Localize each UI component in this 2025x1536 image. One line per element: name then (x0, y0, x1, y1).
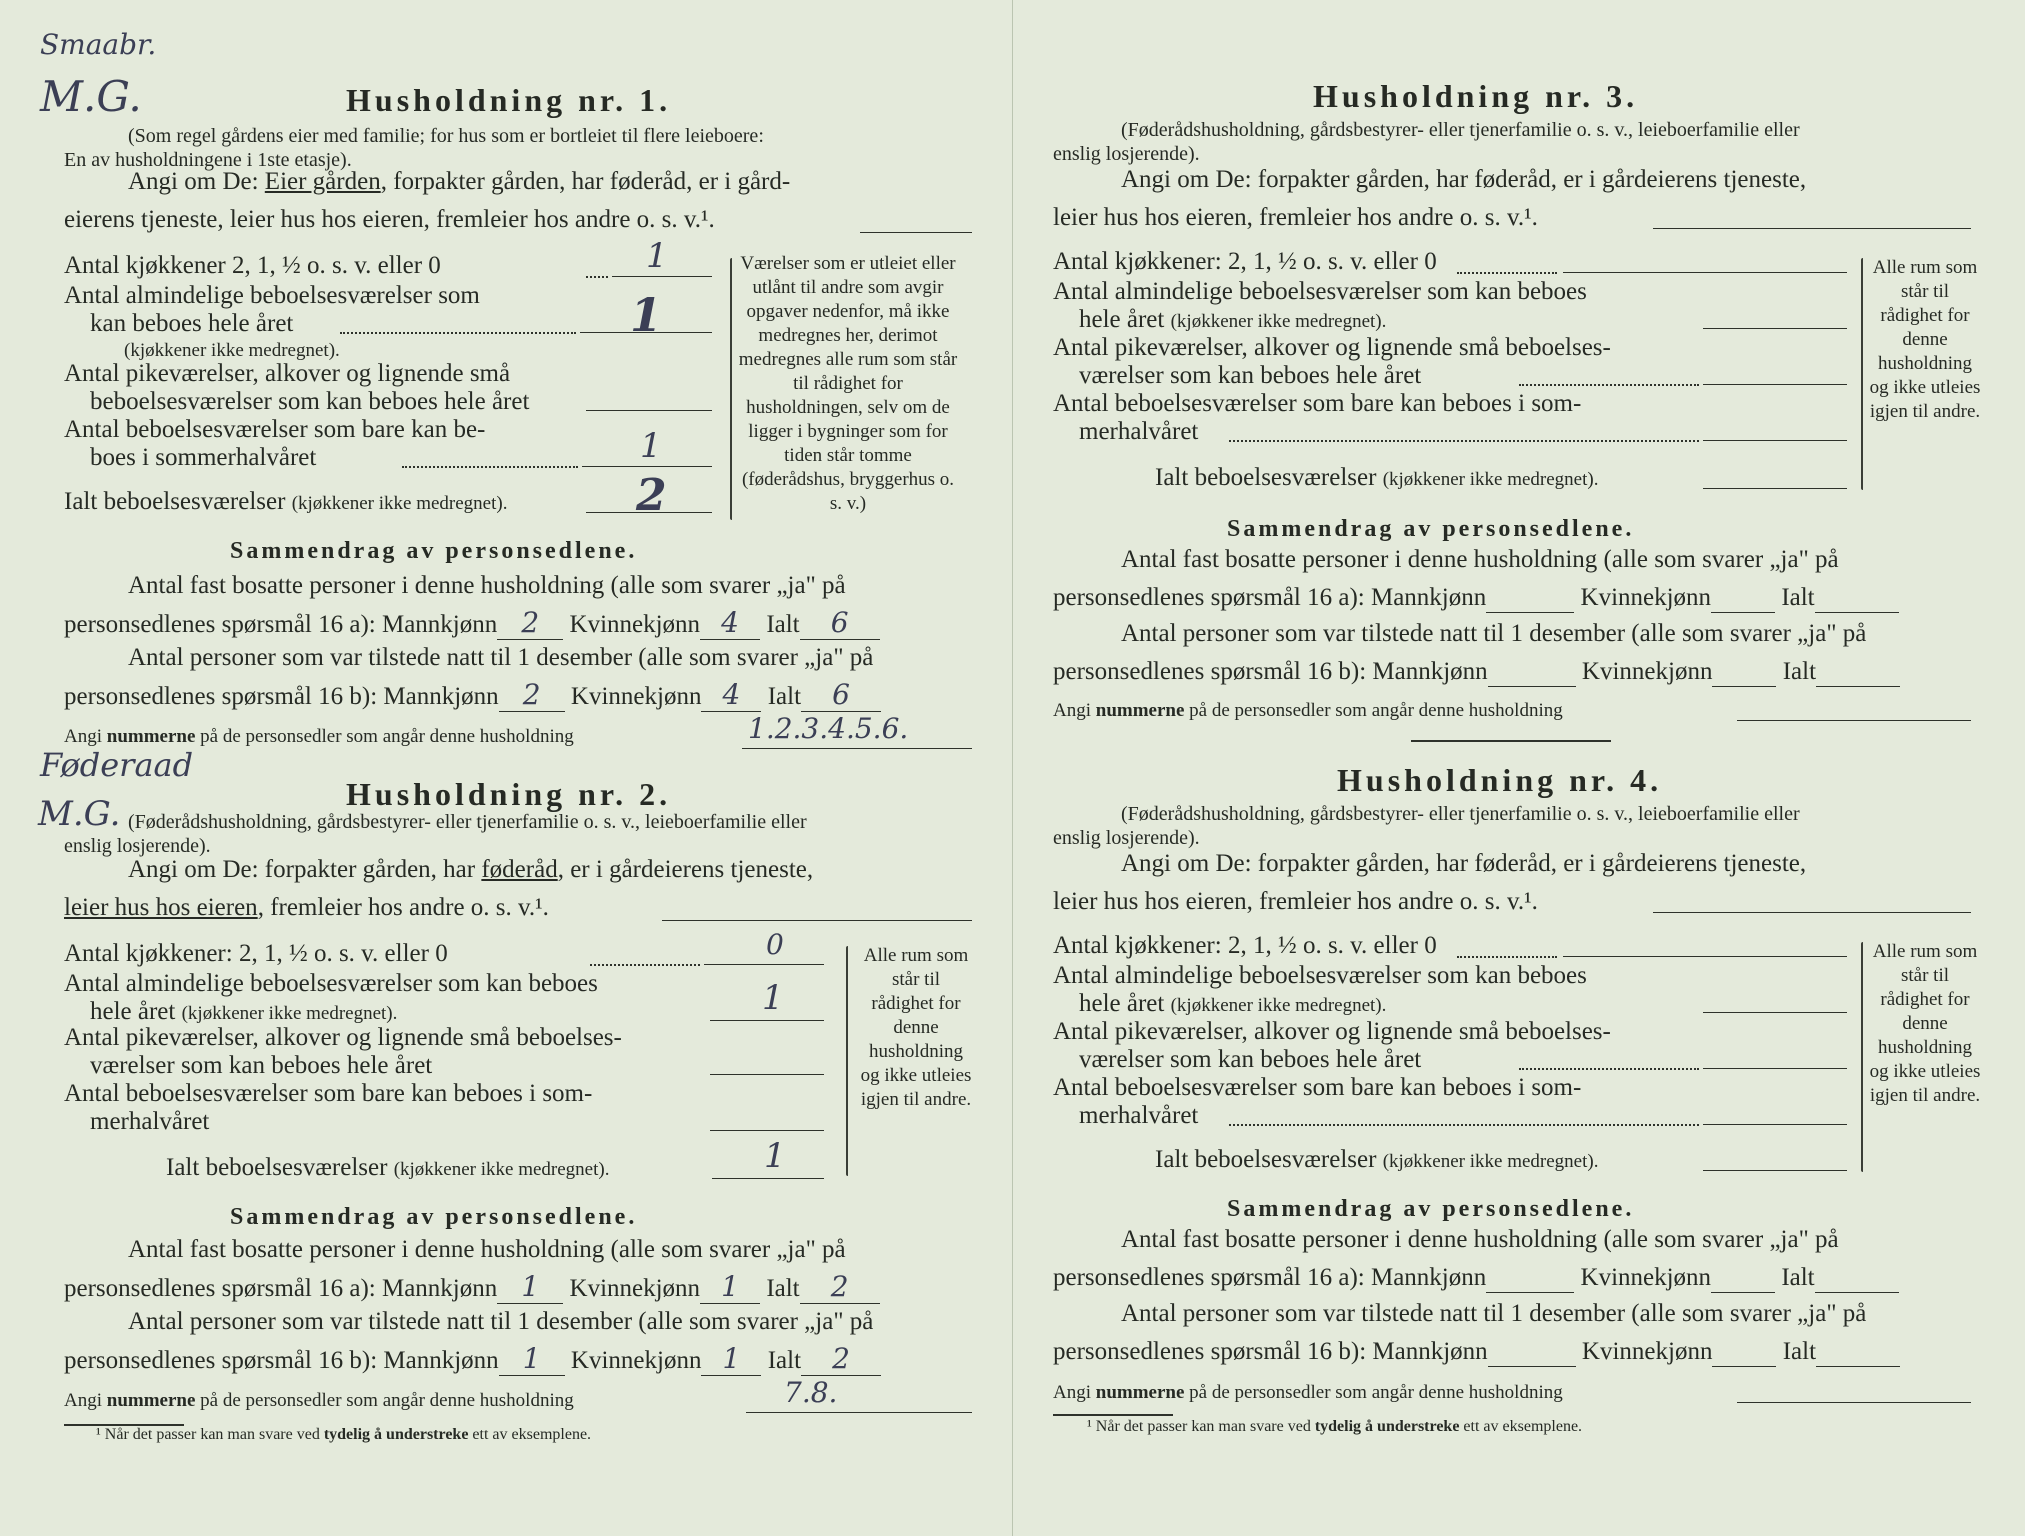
household-2-title: Husholdning nr. 2. (346, 776, 672, 812)
household-4-small-rooms-label: Antal pikeværelser, alkover og lignende små beboelses- (1053, 1018, 1611, 1045)
rooms-note: (kjøkkener ikke medregnet). (181, 1003, 398, 1024)
household-3-present-row (1053, 658, 1900, 687)
household-1-rooms-note: (kjøkkener ikke medregnet). (124, 340, 340, 361)
household-2-resident-female: 1 (700, 1270, 760, 1304)
numbers-label: Angi (1053, 1382, 1096, 1403)
numbers-label-rest: på de personsedler som angår denne husholdning (1184, 700, 1563, 721)
household-2-summer-label: Antal beboelsesværelser som bare kan beboes i som- (64, 1080, 593, 1107)
household-3-angi-line-1: Angi om De: forpakter gården, har føderåd, er i gårdeierens tjeneste, (1121, 166, 1807, 193)
numbers-label-bold: nummerne (106, 726, 196, 747)
household-4-small-rooms-label-2: værelser som kan beboes hele året (1079, 1046, 1422, 1073)
leader-dots (1519, 1068, 1699, 1070)
household-2-rooms-label-2 (90, 998, 397, 1026)
household-4-title: Husholdning nr. 4. (1337, 762, 1663, 798)
household-4-present-row (1053, 1338, 1900, 1367)
household-2-present-row (64, 1342, 881, 1376)
household-3-numbers-row (1053, 700, 1563, 722)
household-3-summary-title: Sammendrag av personsedlene. (1227, 516, 1635, 542)
footnote-text-rest: ett av eksemplene. (1459, 1418, 1583, 1435)
total-label: Ialt (1781, 584, 1815, 611)
household-1-present-female: 4 (701, 678, 761, 712)
household-1-resident-total: 6 (800, 606, 880, 640)
leader-dots (1519, 384, 1699, 386)
household-2-present-male: 1 (499, 1342, 565, 1376)
male-label: personsedlenes spørsmål 16 b): Mannkjønn (1053, 1338, 1488, 1365)
answer-line (1703, 440, 1847, 441)
brace (1861, 258, 1863, 490)
margin-note-mg: M.G. (40, 72, 142, 121)
total-label: Ialt beboelsesværelser (1155, 1146, 1377, 1173)
household-2-note-2: enslig losjerende). (64, 835, 211, 857)
total-label: Ialt beboelsesværelser (64, 488, 286, 515)
household-4-rooms-label: Antal almindelige beboelsesværelser som kan beboes (1053, 962, 1587, 989)
household-3-small-rooms-label-2: værelser som kan beboes hele året (1079, 362, 1422, 389)
household-3-summer-label-2: merhalvåret (1079, 418, 1199, 445)
angi-underlined-answer: føderåd (481, 856, 558, 883)
brace (846, 946, 848, 1176)
household-1-side-note: Værelser som er utleiet eller utlånt til andre som avgir opgaver nedenfor, må ikke medregnes her, derimot medregnes alle rum som står til rådighet for husholdningen, selv om de ligger i bygninger som for tiden står tomme (føderådshus, bryggerhus o. s. v.) (738, 253, 958, 514)
household-3-rooms-label: Antal almindelige beboelsesværelser som kan beboes (1053, 278, 1587, 305)
household-1-small-rooms-label-2: beboelsesværelser som kan beboes hele året (90, 388, 530, 415)
household-4-numbers-row (1053, 1382, 1563, 1404)
total-note: (kjøkkener ikke medregnet). (1382, 469, 1599, 490)
female-label: Kvinnekjønn (569, 611, 701, 638)
male-label: personsedlenes spørsmål 16 b): Mannkjønn (64, 683, 499, 710)
household-2-present-total: 2 (801, 1342, 881, 1376)
leader-dots (590, 964, 700, 966)
household-2-present-question: Antal personer som var tilstede natt til 1 desember (alle som svarer „ja" på (128, 1308, 874, 1335)
female-label: Kvinnekjønn (1580, 1264, 1712, 1291)
household-4-resident-total (1815, 1264, 1899, 1293)
household-2-summer-label-2: merhalvåret (90, 1108, 210, 1135)
household-3-rooms-label-2 (1079, 306, 1386, 334)
total-note: (kjøkkener ikke medregnet). (393, 1159, 610, 1180)
total-label: Ialt (767, 1347, 802, 1374)
numbers-label-rest: på de personsedler som angår denne husholdning (1184, 1382, 1563, 1403)
household-1-angi-line-2: eierens tjeneste, leier hus hos eieren, fremleier hos andre o. s. v.¹. (64, 206, 715, 233)
household-2-rooms-label: Antal almindelige beboelsesværelser som kan beboes (64, 970, 598, 997)
household-3-angi-line-2: leier hus hos eieren, fremleier hos andre o. s. v.¹. (1053, 204, 1538, 231)
household-4-angi-line-1: Angi om De: forpakter gården, har føderåd, er i gårdeierens tjeneste, (1121, 850, 1807, 877)
total-label: Ialt beboelsesværelser (166, 1154, 388, 1181)
answer-line (746, 1412, 972, 1413)
leader-dots (1229, 1124, 1699, 1126)
household-1-note: (Som regel gårdens eier med familie; for hus som er bortleiet til flere leieboere: (128, 125, 764, 147)
rooms-label: hele året (90, 998, 176, 1025)
household-1-rooms-label-2: kan beboes hele året (90, 310, 294, 337)
answer-line (1703, 1124, 1847, 1125)
household-1-note-2: En av husholdningene i 1ste etasje). (64, 149, 352, 171)
footnote-rule (1053, 1414, 1173, 1416)
household-2-kitchens-value: 0 (766, 928, 784, 961)
household-1-summer-label: Antal beboelsesværelser som bare kan be- (64, 416, 486, 443)
footnote-text: ¹ Når det passer kan man svare ved (1087, 1418, 1315, 1435)
household-2-small-rooms-label-2: værelser som kan beboes hele året (90, 1052, 433, 1079)
household-1-rooms-value: 1 (630, 288, 663, 342)
section-divider (1411, 740, 1611, 742)
household-1-kitchens-value: 1 (646, 236, 668, 276)
rooms-label: hele året (1079, 990, 1165, 1017)
household-4-rooms-label-2 (1079, 990, 1386, 1018)
household-3-resident-male (1486, 584, 1574, 613)
answer-line (662, 920, 972, 921)
household-4-present-male (1488, 1338, 1576, 1367)
household-4-present-female (1712, 1338, 1776, 1367)
answer-line (1703, 1012, 1847, 1013)
angi-label: Angi om De: (128, 168, 265, 195)
total-label: Ialt (766, 1275, 800, 1302)
rooms-label: hele året (1079, 306, 1165, 333)
household-1-present-row (64, 678, 881, 712)
household-3-resident-female (1711, 584, 1775, 613)
angi-underlined-answer: leier hus hos eieren (64, 894, 258, 921)
female-label: Kvinnekjønn (570, 1347, 702, 1374)
household-3-present-male (1488, 658, 1576, 687)
household-4-present-total (1816, 1338, 1900, 1367)
household-4-note: (Føderådshusholdning, gårdsbestyrer- eller tjenerfamilie o. s. v., leieboerfamilie eller (1121, 803, 1800, 825)
household-2-kitchens-label: Antal kjøkkener: 2, 1, ½ o. s. v. eller 0 (64, 940, 448, 967)
household-3-resident-row (1053, 584, 1899, 613)
household-2-total-value: 1 (764, 1136, 786, 1176)
household-1-summer-value: 1 (640, 426, 662, 466)
answer-line (1653, 228, 1971, 229)
household-2-resident-total: 2 (800, 1270, 880, 1304)
footnote-text: ¹ Når det passer kan man svare ved (96, 1426, 324, 1443)
household-1-rooms-label: Antal almindelige beboelsesværelser som (64, 282, 480, 309)
household-1-numbers-value: 1.2.3.4.5.6. (748, 712, 909, 745)
total-label: Ialt (1781, 1264, 1815, 1291)
household-1-resident-question: Antal fast bosatte personer i denne husholdning (alle som svarer „ja" på (128, 572, 846, 599)
household-3-summer-label: Antal beboelsesværelser som bare kan beboes i som- (1053, 390, 1582, 417)
household-4-angi-line-2: leier hus hos eieren, fremleier hos andre o. s. v.¹. (1053, 888, 1538, 915)
male-label: personsedlenes spørsmål 16 a): Mannkjønn (64, 1275, 498, 1302)
numbers-label-bold: nummerne (1095, 700, 1185, 721)
numbers-label-rest: på de personsedler som angår denne husholdning (195, 726, 574, 747)
rooms-note: (kjøkkener ikke medregnet). (1170, 995, 1387, 1016)
household-1-resident-female: 4 (700, 606, 760, 640)
leader-dots (1457, 956, 1557, 958)
numbers-label: Angi (1053, 700, 1096, 721)
household-2-angi-line-1 (128, 856, 813, 884)
male-label: personsedlenes spørsmål 16 a): Mannkjønn (1053, 584, 1487, 611)
total-label: Ialt (1782, 658, 1817, 685)
household-4-resident-female (1711, 1264, 1775, 1293)
household-3-present-question: Antal personer som var tilstede natt til 1 desember (alle som svarer „ja" på (1121, 620, 1867, 647)
answer-line (1703, 1170, 1847, 1171)
female-label: Kvinnekjønn (569, 1275, 701, 1302)
household-3-note-2: enslig losjerende). (1053, 143, 1200, 165)
male-label: personsedlenes spørsmål 16 b): Mannkjønn (1053, 658, 1488, 685)
numbers-label: Angi (64, 726, 107, 747)
total-label: Ialt beboelsesværelser (1155, 464, 1377, 491)
angi-options: , er i gårdeierens tjeneste, (557, 856, 814, 883)
answer-line (710, 1020, 824, 1021)
answer-line (1563, 956, 1847, 957)
household-1-title: Husholdning nr. 1. (346, 82, 672, 118)
answer-line (1703, 488, 1847, 489)
household-1-present-male: 2 (499, 678, 565, 712)
total-label: Ialt (1782, 1338, 1817, 1365)
household-3-side-note: Alle rum som står til rådighet for denne husholdning og ikke utleies igjen til andre. (1869, 257, 1981, 422)
footnote (96, 1426, 591, 1444)
answer-line (1737, 1402, 1971, 1403)
footnote-bold: tydelig å understreke (1314, 1418, 1460, 1435)
household-3-resident-total (1815, 584, 1899, 613)
total-note: (kjøkkener ikke medregnet). (291, 493, 508, 514)
numbers-label: Angi (64, 1390, 107, 1411)
household-2-total-label (166, 1154, 609, 1182)
household-1-total-value: 2 (636, 470, 667, 521)
female-label: Kvinnekjønn (1581, 658, 1713, 685)
household-1-total-label (64, 488, 507, 516)
left-page (0, 0, 1012, 1536)
answer-line (1703, 328, 1847, 329)
household-4-note-2: enslig losjerende). (1053, 827, 1200, 849)
rooms-note: (kjøkkener ikke medregnet). (1170, 311, 1387, 332)
answer-line (612, 276, 712, 277)
leader-dots (402, 466, 578, 468)
answer-line (1703, 1068, 1847, 1069)
brace (1861, 942, 1863, 1172)
household-1-present-total: 6 (801, 678, 881, 712)
leader-dots (586, 276, 608, 278)
household-3-present-total (1816, 658, 1900, 687)
household-2-resident-male: 1 (497, 1270, 563, 1304)
answer-line (1737, 720, 1971, 721)
total-note: (kjøkkener ikke medregnet). (1382, 1151, 1599, 1172)
answer-line (860, 232, 972, 233)
answer-line (1563, 272, 1847, 273)
household-2-note: (Føderådshusholdning, gårdsbestyrer- eller tjenerfamilie o. s. v., leieboerfamilie eller (128, 811, 807, 833)
answer-line (1703, 384, 1847, 385)
answer-line (1653, 912, 1971, 913)
answer-line (712, 1178, 824, 1179)
leader-dots (1457, 272, 1557, 274)
household-2-rooms-value: 1 (762, 978, 784, 1018)
answer-line (586, 410, 712, 411)
household-1-resident-male: 2 (497, 606, 563, 640)
footnote (1087, 1418, 1582, 1436)
household-2-resident-row (64, 1270, 880, 1304)
numbers-label-bold: nummerne (1095, 1382, 1185, 1403)
household-2-numbers-value: 7.8. (784, 1376, 838, 1409)
margin-note-foderaad: Føderaad (40, 746, 194, 784)
female-label: Kvinnekjønn (570, 683, 702, 710)
household-1-resident-row (64, 606, 880, 640)
angi-options: , forpakter gården, har føderåd, er i gård- (380, 168, 791, 195)
male-label: personsedlenes spørsmål 16 a): Mannkjønn (64, 611, 498, 638)
household-2-resident-question: Antal fast bosatte personer i denne husholdning (alle som svarer „ja" på (128, 1236, 846, 1263)
household-2-small-rooms-label: Antal pikeværelser, alkover og lignende små beboelses- (64, 1024, 622, 1051)
total-label: Ialt (766, 611, 800, 638)
household-3-small-rooms-label: Antal pikeværelser, alkover og lignende små beboelses- (1053, 334, 1611, 361)
household-3-present-female (1712, 658, 1776, 687)
household-1-present-question: Antal personer som var tilstede natt til 1 desember (alle som svarer „ja" på (128, 644, 874, 671)
total-label: Ialt (767, 683, 802, 710)
angi-options: , fremleier hos andre o. s. v.¹. (257, 894, 549, 921)
numbers-label-bold: nummerne (106, 1390, 196, 1411)
household-3-total-label (1155, 464, 1598, 492)
household-2-numbers-row (64, 1390, 574, 1412)
household-1-numbers-row (64, 726, 574, 748)
leader-dots (340, 332, 576, 334)
angi-label: Angi om De: forpakter gården, har (128, 856, 482, 883)
footnote-text-rest: ett av eksemplene. (468, 1426, 592, 1443)
household-1-summary-title: Sammendrag av personsedlene. (230, 538, 638, 564)
right-page (1013, 0, 2025, 1536)
footnote-bold: tydelig å understreke (323, 1426, 469, 1443)
household-3-note: (Føderådshusholdning, gårdsbestyrer- eller tjenerfamilie o. s. v., leieboerfamilie eller (1121, 119, 1800, 141)
household-4-resident-row (1053, 1264, 1899, 1293)
household-1-kitchens-label: Antal kjøkkener 2, 1, ½ o. s. v. eller 0 (64, 252, 441, 279)
household-1-angi-line-1 (128, 168, 790, 196)
household-1-summer-label-2: boes i sommerhalvåret (90, 444, 317, 471)
numbers-label-rest: på de personsedler som angår denne husholdning (195, 1390, 574, 1411)
brace (730, 258, 732, 520)
household-4-summary-title: Sammendrag av personsedlene. (1227, 1196, 1635, 1222)
household-3-title: Husholdning nr. 3. (1313, 78, 1639, 114)
household-4-present-question: Antal personer som var tilstede natt til 1 desember (alle som svarer „ja" på (1121, 1300, 1867, 1327)
household-4-kitchens-label: Antal kjøkkener: 2, 1, ½ o. s. v. eller 0 (1053, 932, 1437, 959)
household-4-summer-label-2: merhalvåret (1079, 1102, 1199, 1129)
margin-note-mg-2: M.G. (38, 794, 121, 834)
male-label: personsedlenes spørsmål 16 b): Mannkjønn (64, 1347, 499, 1374)
household-2-angi-line-2 (64, 894, 549, 922)
female-label: Kvinnekjønn (1581, 1338, 1713, 1365)
household-3-resident-question: Antal fast bosatte personer i denne husholdning (alle som svarer „ja" på (1121, 546, 1839, 573)
female-label: Kvinnekjønn (1580, 584, 1712, 611)
leader-dots (1229, 440, 1699, 442)
household-4-total-label (1155, 1146, 1598, 1174)
household-1-small-rooms-label: Antal pikeværelser, alkover og lignende små (64, 360, 511, 387)
answer-line (704, 964, 824, 965)
answer-line (710, 1074, 824, 1075)
household-2-present-female: 1 (701, 1342, 761, 1376)
household-2-summary-title: Sammendrag av personsedlene. (230, 1204, 638, 1230)
household-4-resident-male (1486, 1264, 1574, 1293)
household-2-side-note: Alle rum som står til rådighet for denne husholdning og ikke utleies igjen til andre. (860, 945, 972, 1110)
answer-line (710, 1130, 824, 1131)
answer-line (582, 466, 712, 467)
household-3-kitchens-label: Antal kjøkkener: 2, 1, ½ o. s. v. eller 0 (1053, 248, 1437, 275)
angi-underlined-answer: Eier gården (264, 168, 381, 195)
household-4-resident-question: Antal fast bosatte personer i denne husholdning (alle som svarer „ja" på (1121, 1226, 1839, 1253)
male-label: personsedlenes spørsmål 16 a): Mannkjønn (1053, 1264, 1487, 1291)
answer-line (742, 748, 972, 749)
margin-note-smaabr: Smaabr. (40, 28, 157, 61)
household-4-summer-label: Antal beboelsesværelser som bare kan beboes i som- (1053, 1074, 1582, 1101)
household-4-side-note: Alle rum som står til rådighet for denne husholdning og ikke utleies igjen til andre. (1869, 941, 1981, 1106)
